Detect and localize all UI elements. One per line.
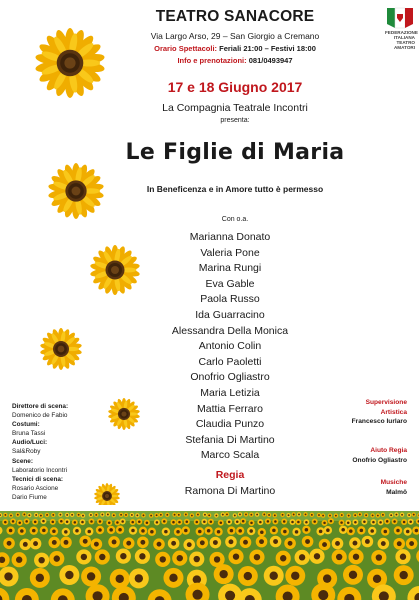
field-sunflower [233, 513, 237, 517]
field-sunflower [141, 513, 145, 517]
field-sunflower [371, 550, 386, 565]
field-sunflower [58, 513, 62, 517]
field-sunflower [281, 518, 287, 524]
field-sunflower [172, 551, 187, 566]
field-sunflower [197, 537, 209, 549]
field-sunflower [285, 566, 305, 586]
field-sunflower [249, 550, 264, 565]
field-sunflower [2, 519, 8, 525]
show-hours [110, 44, 360, 53]
field-sunflower [204, 527, 212, 535]
field-sunflower [339, 520, 345, 526]
cast-member: Ida Guarracino [195, 308, 265, 321]
field-sunflower [135, 513, 139, 517]
field-sunflower [324, 526, 332, 534]
field-sunflower [358, 512, 362, 516]
field-sunflower [381, 513, 385, 517]
crew-person: Sal&Roby [12, 448, 41, 456]
field-sunflower [79, 535, 91, 547]
field-sunflower [240, 536, 252, 548]
field-sunflower [59, 565, 79, 585]
field-sunflower [112, 513, 116, 517]
field-sunflower [394, 512, 398, 516]
field-sunflower [10, 518, 16, 524]
field-sunflower [214, 513, 218, 517]
field-sunflower [210, 537, 222, 549]
field-sunflower [96, 526, 104, 534]
field-sunflower [317, 513, 321, 517]
cast-list [130, 230, 330, 499]
field-sunflower [91, 538, 103, 550]
field-sunflower [79, 519, 85, 525]
field-sunflower [49, 551, 64, 566]
field-sunflower [24, 518, 30, 524]
cast-intro: Con o.a. [221, 216, 249, 223]
field-sunflower [81, 566, 101, 586]
field-sunflower [393, 538, 405, 550]
field-sunflower [408, 519, 414, 525]
field-sunflower [172, 512, 176, 516]
field-sunflower [345, 520, 351, 526]
crew-person: Malmö [386, 488, 407, 496]
show-hours-value: Feriali 21:00 – Festivi 18:00 [219, 44, 316, 53]
field-sunflower [72, 519, 78, 525]
show-title: Le Figlie di Maria [125, 140, 345, 165]
field-sunflower [116, 549, 131, 564]
cast-member: Onofrio Ogliastro [190, 371, 270, 384]
field-sunflower [395, 549, 410, 564]
field-sunflower [400, 513, 404, 517]
sunflower-field-image [0, 505, 419, 600]
field-sunflower [265, 518, 271, 524]
logo-line: TEATRO [396, 40, 415, 45]
sunflower-image [35, 28, 105, 98]
field-sunflower [404, 527, 412, 535]
field-sunflower [273, 513, 277, 517]
cast-member: Mattia Ferraro [197, 402, 263, 415]
field-sunflower [244, 512, 248, 516]
field-sunflower [27, 513, 31, 517]
logo-line: ITALIANA [393, 35, 415, 40]
field-sunflower [6, 526, 14, 534]
field-sunflower [94, 513, 98, 517]
cast-member: Valeria Pone [200, 246, 260, 259]
italian-flag-icon [385, 6, 415, 30]
field-sunflower [370, 513, 374, 517]
field-sunflower [357, 526, 365, 534]
field-sunflower [65, 513, 69, 517]
field-sunflower [249, 520, 255, 526]
field-sunflower [17, 520, 23, 526]
crew-person: Onofrio Ogliastro [352, 456, 407, 464]
field-sunflower [280, 513, 284, 517]
field-sunflower [302, 526, 310, 534]
crew-person: Laboratorio Incontri [12, 466, 68, 474]
field-sunflower [130, 519, 136, 525]
field-sunflower [286, 513, 290, 517]
field-sunflower [149, 513, 153, 517]
field-sunflower [40, 526, 48, 534]
director-name: Ramona Di Martino [184, 484, 276, 497]
cast-member: Antonio Colin [198, 340, 262, 353]
field-sunflower [153, 538, 165, 550]
field-sunflower [60, 537, 72, 549]
fita-logo [385, 6, 418, 50]
sunflower-image [40, 328, 82, 370]
field-sunflower [183, 539, 195, 551]
field-sunflower [136, 519, 142, 525]
field-sunflower [310, 513, 314, 517]
field-sunflower [85, 527, 93, 535]
field-sunflower [353, 513, 357, 517]
field-sunflower [89, 519, 95, 525]
field-sunflower [3, 537, 15, 549]
field-sunflower [347, 527, 355, 535]
booking-info-label: Info e prenotazioni: [177, 56, 247, 65]
crew-role: Artistica [380, 408, 407, 416]
field-sunflower [39, 513, 43, 517]
supervision-credit [307, 398, 407, 427]
field-sunflower [194, 519, 200, 525]
show-hours-label: Orario Spettacoli: [154, 44, 218, 53]
field-sunflower [97, 519, 103, 525]
field-sunflower [135, 549, 150, 564]
field-sunflower [334, 513, 338, 517]
field-sunflower [346, 513, 350, 517]
field-sunflower [340, 513, 344, 517]
field-sunflower [208, 519, 214, 525]
field-sunflower [267, 513, 271, 517]
field-sunflower [292, 528, 300, 536]
field-sunflower [221, 512, 225, 516]
field-sunflower [3, 513, 7, 517]
crew-role: Aiuto Regia [370, 447, 407, 454]
field-sunflower [124, 513, 128, 517]
field-sunflower [257, 519, 263, 525]
field-sunflower [303, 512, 307, 516]
sunflower-image [48, 163, 104, 219]
field-sunflower [234, 519, 240, 525]
field-sunflower [264, 566, 284, 586]
cast-member: Maria Letizia [200, 386, 260, 399]
field-sunflower [236, 527, 244, 535]
field-sunflower [34, 553, 49, 568]
field-sunflower [348, 549, 363, 564]
field-sunflower [406, 538, 418, 550]
field-sunflower [40, 518, 46, 524]
field-sunflower [361, 519, 367, 525]
field-sunflower [196, 527, 204, 535]
field-sunflower [256, 536, 268, 548]
field-sunflower [190, 513, 194, 517]
field-sunflower [45, 513, 49, 517]
field-sunflower [240, 518, 246, 524]
field-sunflower [249, 513, 253, 517]
field-sunflower [384, 518, 390, 524]
field-sunflower [120, 518, 126, 524]
field-sunflower [129, 526, 137, 534]
field-sunflower [238, 512, 242, 516]
field-sunflower [412, 512, 416, 516]
crew-person: Rosario Ascione [12, 484, 59, 492]
field-sunflower [378, 519, 384, 525]
field-sunflower [119, 513, 123, 517]
field-sunflower [130, 513, 134, 517]
field-sunflower [392, 519, 398, 525]
field-sunflower [218, 520, 224, 526]
field-sunflower [110, 569, 130, 589]
assistant-director-credit [307, 446, 407, 466]
field-sunflower [362, 536, 374, 548]
field-sunflower [343, 565, 363, 585]
booking-info [110, 56, 360, 65]
field-sunflower [154, 519, 160, 525]
field-sunflower [108, 536, 120, 548]
field-sunflower [270, 526, 278, 534]
field-sunflower [100, 512, 104, 516]
crew-person: Bruna Tassi [12, 430, 46, 438]
field-sunflower [81, 513, 85, 517]
cast-member: Marina Rungi [198, 262, 262, 275]
crew-role: Direttore di scena: [12, 403, 69, 410]
show-subtitle: In Beneficenza e in Amore tutto è permesso [146, 184, 324, 194]
crew-person: Domenico de Fabio [12, 412, 68, 420]
field-sunflower [116, 526, 124, 534]
field-sunflower [162, 527, 170, 535]
field-sunflower [309, 549, 324, 564]
cast-member: Paola Russo [200, 293, 260, 306]
field-sunflower [364, 513, 368, 517]
field-sunflower [238, 566, 258, 586]
field-sunflower [389, 513, 393, 517]
field-sunflower [64, 519, 70, 525]
field-sunflower [352, 519, 358, 525]
field-sunflower [30, 526, 38, 534]
field-sunflower [148, 528, 156, 536]
field-sunflower [89, 513, 93, 517]
field-sunflower [316, 527, 324, 535]
field-sunflower [227, 526, 235, 534]
field-sunflower [22, 512, 26, 516]
field-sunflower [106, 520, 112, 526]
field-sunflower [302, 536, 314, 548]
cast-member: Carlo Paoletti [198, 355, 262, 368]
event-dates: 17 e 18 Giugno 2017 [167, 79, 303, 95]
field-sunflower [76, 549, 91, 564]
cast-member: Claudia Punzo [195, 418, 265, 431]
field-sunflower [12, 552, 27, 567]
field-sunflower [107, 526, 115, 534]
field-sunflower [50, 519, 56, 525]
crew-person: Dario Fiume [12, 493, 47, 501]
field-sunflower [297, 512, 301, 516]
field-sunflower [394, 526, 402, 534]
field-sunflower [95, 549, 110, 564]
field-sunflower [176, 519, 182, 525]
field-sunflower [51, 513, 55, 517]
field-sunflower [189, 551, 204, 566]
field-sunflower [182, 526, 190, 534]
field-sunflower [332, 538, 344, 550]
field-sunflower [291, 512, 295, 516]
field-sunflower [349, 537, 361, 549]
field-sunflower [225, 536, 237, 548]
field-sunflower [214, 528, 222, 536]
field-sunflower [207, 513, 211, 517]
field-sunflower [144, 520, 150, 526]
field-sunflower [161, 518, 167, 524]
field-sunflower [303, 519, 309, 525]
music-credit [307, 478, 407, 498]
crew-role: Musiche [380, 479, 407, 486]
field-sunflower [228, 549, 243, 564]
field-sunflower [312, 519, 318, 525]
field-sunflower [247, 527, 255, 535]
field-sunflower [378, 538, 390, 550]
field-sunflower [20, 539, 32, 551]
logo-line: FEDERAZIONE [385, 30, 418, 35]
field-sunflower [30, 538, 42, 550]
field-sunflower [319, 539, 331, 551]
field-sunflower [376, 513, 380, 517]
field-sunflower [184, 519, 190, 525]
field-sunflower [339, 526, 347, 534]
field-sunflower [295, 550, 310, 565]
crew-person: Francesco Iurlaro [351, 418, 407, 425]
booking-phone: 081/0493947 [248, 56, 293, 65]
field-sunflower [48, 537, 60, 549]
logo-line: AMATORI [393, 45, 415, 50]
field-sunflower [370, 519, 376, 525]
field-sunflower [137, 536, 149, 548]
field-sunflower [76, 513, 80, 517]
crew-role: Supervisione [365, 399, 407, 406]
field-sunflower [123, 537, 135, 549]
crew-role: Audio/Luci: [12, 439, 48, 447]
theater-name: TEATRO SANACORE [155, 8, 315, 25]
field-sunflower [106, 512, 110, 516]
field-sunflower [155, 552, 170, 567]
field-sunflower [262, 512, 266, 516]
field-sunflower [284, 538, 296, 550]
field-sunflower [394, 565, 414, 585]
field-sunflower [381, 527, 389, 535]
field-sunflower [328, 518, 334, 524]
field-sunflower [58, 518, 64, 524]
crew-credits-left [12, 402, 112, 502]
field-sunflower [159, 513, 163, 517]
field-sunflower [70, 513, 74, 517]
field-sunflower [322, 520, 328, 526]
cast-member: Eva Gable [205, 277, 255, 290]
theater-address: Via Largo Arso, 29 – San Giorgio a Cremano [150, 31, 320, 41]
field-sunflower [9, 513, 13, 517]
field-sunflower [203, 512, 207, 516]
cast-member: Marco Scala [200, 449, 260, 462]
field-sunflower [270, 536, 282, 548]
field-sunflower [129, 568, 149, 588]
field-sunflower [328, 513, 332, 517]
field-sunflower [50, 527, 58, 535]
field-sunflower [368, 527, 376, 535]
field-sunflower [174, 528, 182, 536]
cast-member: Alessandra Della Monica [171, 324, 289, 337]
field-sunflower [30, 568, 50, 588]
field-sunflower [73, 527, 81, 535]
field-sunflower [290, 519, 296, 525]
field-sunflower [177, 513, 181, 517]
field-sunflower [276, 551, 291, 566]
field-sunflower [281, 527, 289, 535]
field-sunflower [114, 520, 120, 526]
presents-label: presenta: [220, 117, 250, 124]
field-sunflower [34, 513, 38, 517]
field-sunflower [165, 513, 169, 517]
field-sunflower [184, 512, 188, 516]
field-sunflower [258, 528, 266, 536]
field-sunflower [62, 528, 70, 536]
field-sunflower [214, 564, 234, 584]
field-sunflower [154, 513, 158, 517]
field-sunflower [401, 519, 407, 525]
field-sunflower [168, 538, 180, 550]
cast-member: Marianna Donato [189, 231, 271, 243]
field-sunflower [170, 519, 176, 525]
field-sunflower [196, 512, 200, 516]
field-sunflower [16, 513, 20, 517]
company-name: La Compagnia Teatrale Incontri [162, 102, 308, 114]
field-sunflower [226, 519, 232, 525]
field-sunflower [272, 519, 278, 525]
field-sunflower [295, 519, 301, 525]
crew-role: Costumi: [12, 421, 40, 429]
field-sunflower [18, 527, 26, 535]
field-sunflower [32, 519, 38, 525]
field-sunflower [255, 512, 259, 516]
crew-role: Tecnici di scena: [12, 475, 64, 483]
field-sunflower [139, 527, 147, 535]
field-sunflower [407, 513, 411, 517]
field-sunflower [201, 519, 207, 525]
field-sunflower [332, 549, 347, 564]
crew-role: Scene: [12, 457, 33, 465]
direction-label: Regia [215, 468, 245, 481]
field-sunflower [225, 512, 229, 516]
field-sunflower [163, 568, 183, 588]
cast-member: Stefania Di Martino [185, 433, 275, 446]
field-sunflower [321, 513, 325, 517]
